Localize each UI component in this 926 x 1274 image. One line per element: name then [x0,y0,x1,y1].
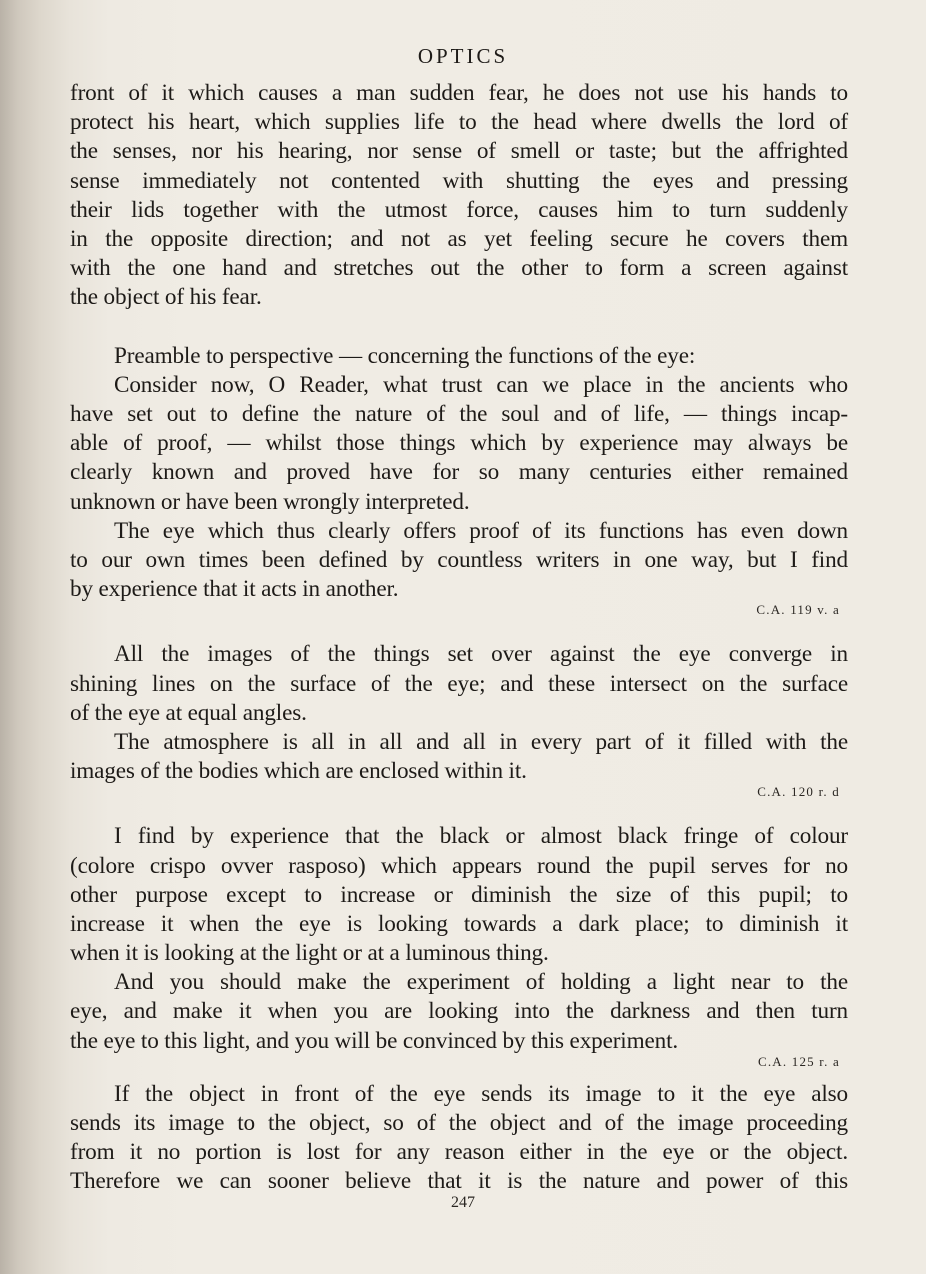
text-line: their lids together with the utmost force, causes him to turn suddenly [70,196,848,223]
text-line: I find by experience that the black or almost black fringe of colour [114,823,848,850]
text-line: the senses, nor his hearing, nor sense of smell or taste; but the affrighted [70,138,848,165]
text-line: images of the bodies which are enclosed within it. [70,758,527,785]
text-line: sense immediately not contented with shutting the eyes and pressing [70,167,848,194]
paragraph-gap [70,804,848,822]
text-line: of the eye at equal angles. [70,699,307,726]
paragraph-gap [70,313,848,342]
text-line: from it no portion is lost for any reason either in the eye or the object. [70,1139,848,1166]
source-reference: C.A. 125 r. a [757,1053,840,1069]
text-line: Preamble to perspective — concerning the functions of the eye: [114,342,696,369]
text-line: All the images of the things set over against the eye converge in [114,641,848,668]
text-line: eye, and make it when you are looking into the darkness and then turn [70,998,848,1025]
paragraph-fringe-of-colour [70,822,848,968]
source-reference: C.A. 120 r. d [757,784,840,800]
text-line: by experience that it acts in another. [70,576,399,603]
paragraph-gap [70,622,848,640]
paragraph-atmosphere [70,728,848,786]
text-line: in the opposite direction; and not as yet feeling secure he covers them [70,225,848,252]
text-line: protect his heart, which supplies life to the head where dwells the lord of [70,109,848,136]
text-line: to our own times been defined by countless writers in one way, but I find [70,547,848,573]
text-line: The atmosphere is all in all and all in every part of it filled with the [114,728,848,755]
text-line: If the object in front of the eye sends its image to it the eye also [114,1080,848,1107]
text-line: front of it which causes a man sudden fear, he does not use his hands to [70,80,848,106]
text-line: when it is looking at the light or at a luminous thing. [70,940,549,967]
text-line: other purpose except to increase or diminish the size of this pupil; to [70,881,848,908]
text-line: The eye which thus clearly offers proof of its functions has even down [114,517,848,544]
text-line: the object of his fear. [70,284,262,311]
text-line: Therefore we can sooner believe that it is the nature and power of this [70,1168,848,1195]
text-line: (colore crispo ovver rasposo) which appears round the pupil serves for no [70,852,848,879]
paragraph-experiment [70,968,848,1056]
paragraph-fear-reflex [70,79,848,313]
paragraph-eye-proof [70,517,848,605]
paragraph-images-converge [70,640,848,728]
text-line: shining lines on the surface of the eye; and these intersect on the surface [70,670,848,697]
paragraph-preamble [70,342,848,371]
page-number: 247 [451,1194,475,1211]
source-reference: C.A. 119 v. a [756,602,840,618]
paragraph-object-image [70,1080,848,1197]
text-line: unknown or have been wrongly interpreted. [70,488,470,515]
paragraph-consider-reader [70,371,848,517]
text-line: clearly known and proved have for so many centuries either remained [70,459,848,486]
text-line: able of proof, — whilst those things which by experience may always be [70,430,848,457]
text-line: the eye to this light, and you will be convinced by this experiment. [70,1027,679,1054]
text-line: sends its image to the object, so of the object and of the image proceeding [70,1110,848,1136]
body-text [70,79,848,1197]
text-line: with the one hand and stretches out the other to form a screen against [70,255,848,282]
text-line: And you should make the experiment of holding a light near to the [114,969,848,996]
running-head: OPTICS [417,44,509,68]
text-line: Consider now, O Reader, what trust can we place in the ancients who [114,371,848,398]
text-line: have set out to define the nature of the soul and of life, — things incap- [70,401,848,428]
text-line: increase it when the eye is looking towards a dark place; to diminish it [70,910,848,937]
